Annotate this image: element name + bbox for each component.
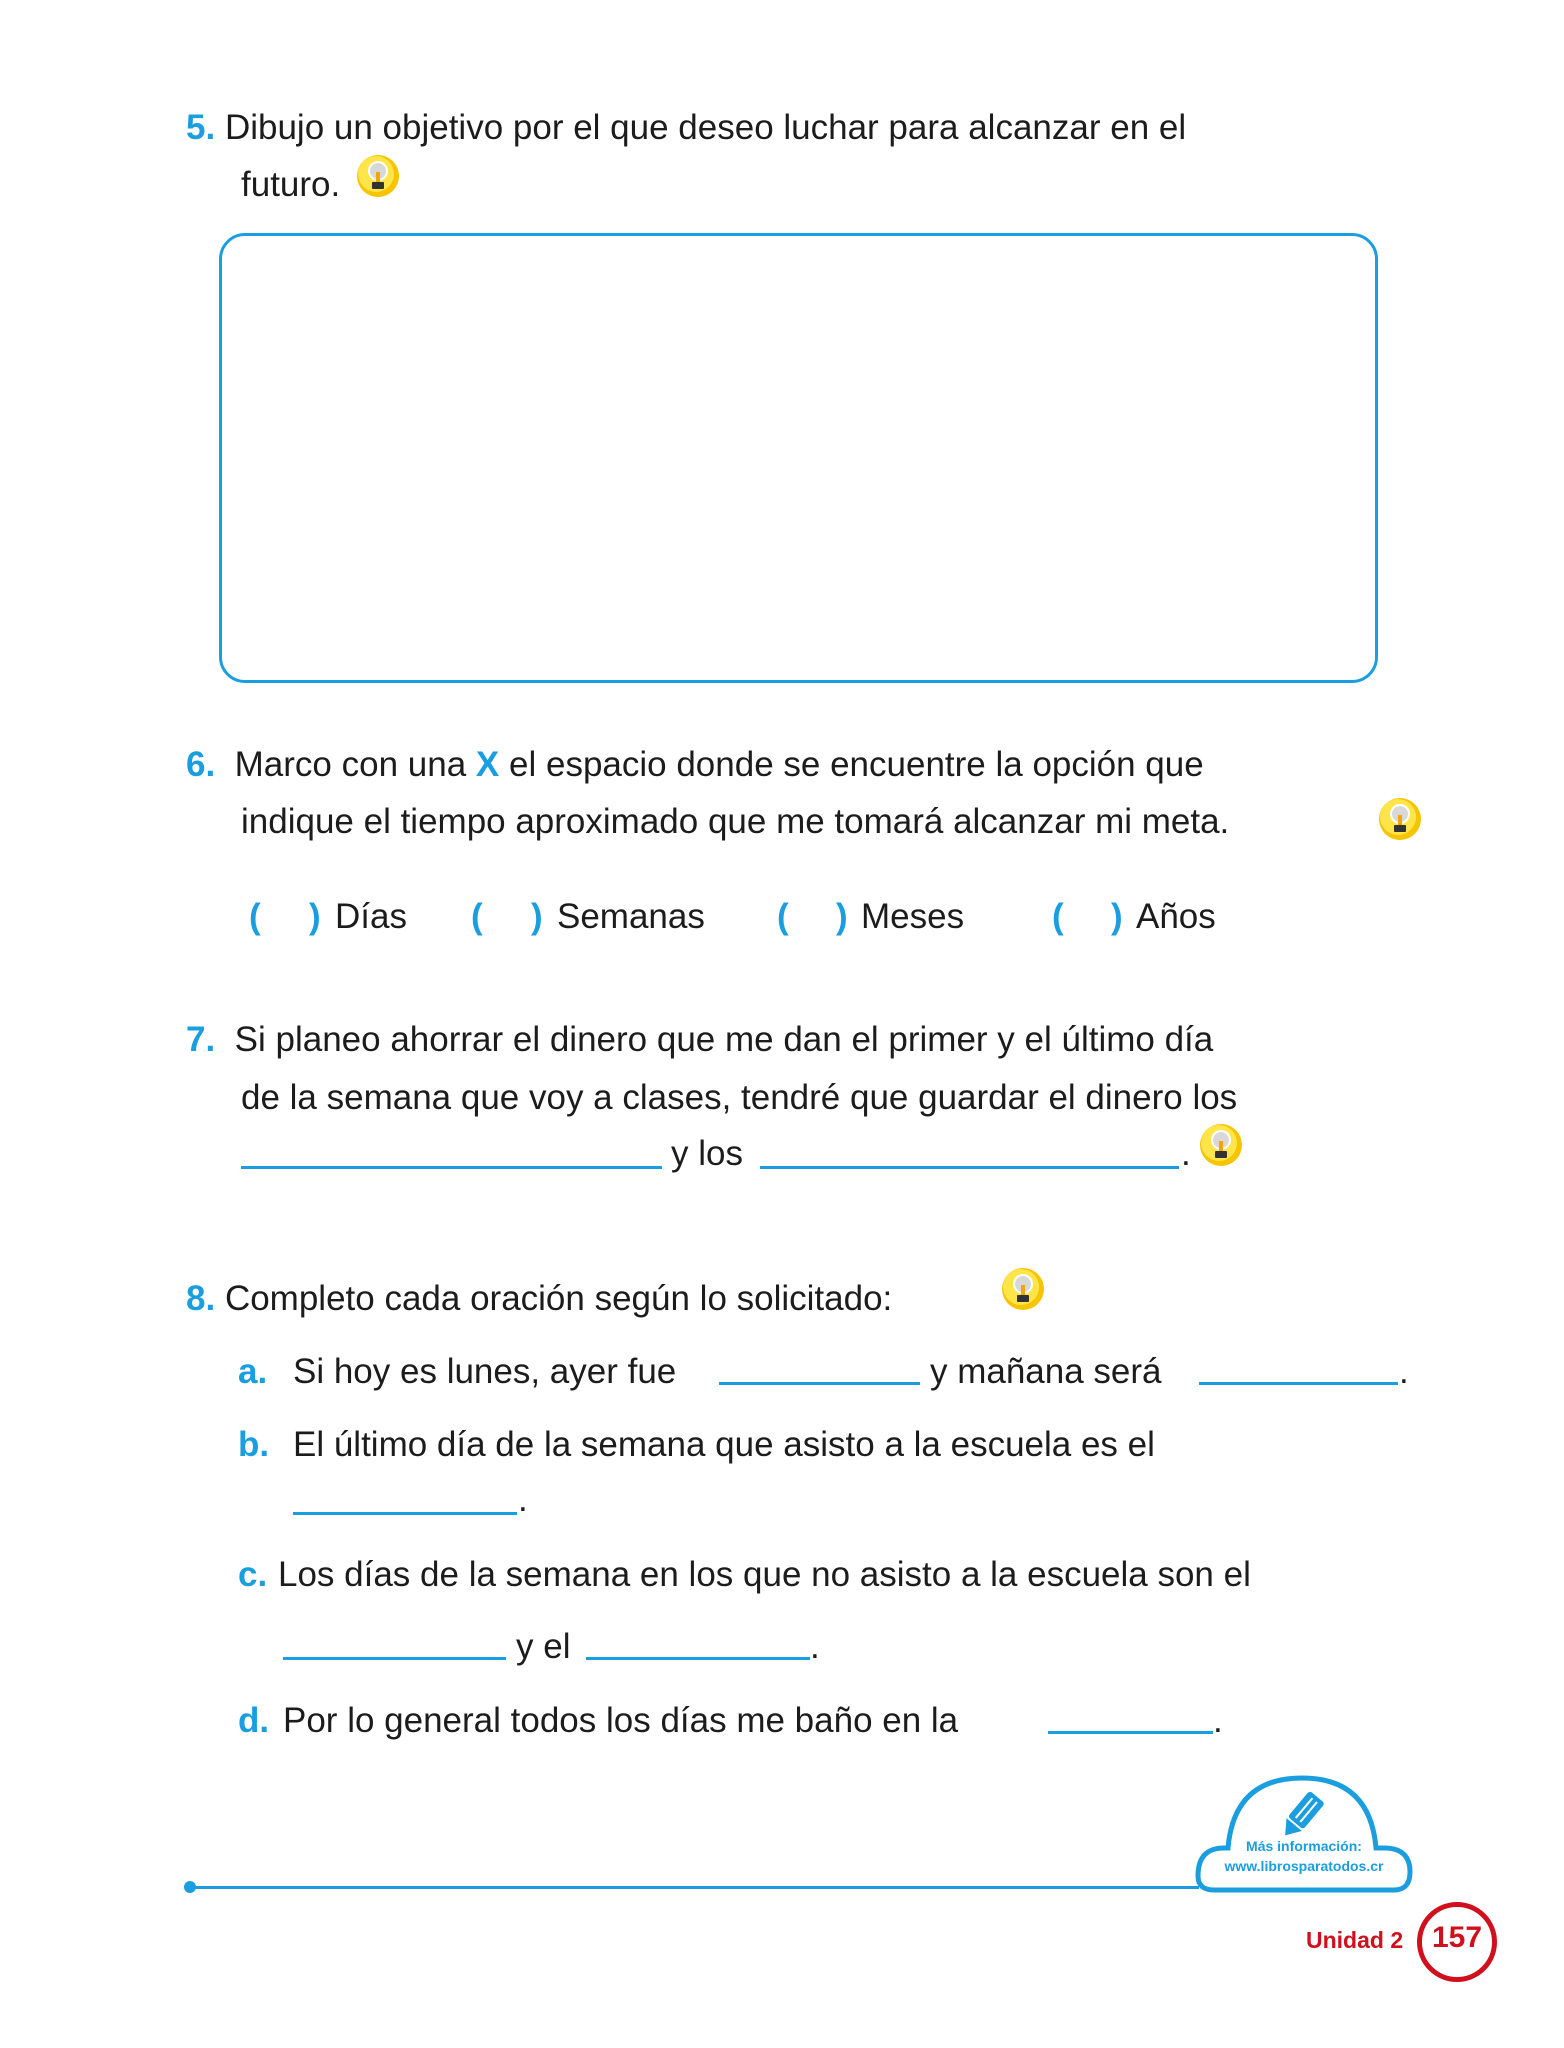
- close-paren: ): [309, 897, 321, 936]
- item-c-blank-1[interactable]: [283, 1657, 506, 1660]
- q5-number: 5.: [186, 108, 216, 147]
- option-label: Semanas: [557, 897, 705, 936]
- q8-text: Completo cada oración según lo solicitado:: [224, 1279, 893, 1318]
- period: .: [1213, 1701, 1223, 1740]
- q7-line2: de la semana que voy a clases, tendré que guardar el dinero los: [241, 1078, 1238, 1117]
- q5-text: Dibujo un objetivo por el que deseo luchar para alcanzar en el: [224, 108, 1187, 147]
- item-d-letter: d.: [238, 1701, 270, 1740]
- period: .: [518, 1480, 528, 1519]
- q6-line1: [186, 743, 1204, 787]
- q7-connector: y los: [671, 1134, 743, 1173]
- q7-blank-2[interactable]: [760, 1166, 1179, 1169]
- item-a-text1: Si hoy es lunes, ayer fue: [293, 1352, 677, 1391]
- close-paren: ): [531, 897, 543, 936]
- option-label: Años: [1136, 897, 1216, 936]
- footer-rule-dot: [184, 1881, 196, 1893]
- option-label: Meses: [861, 897, 965, 936]
- lightbulb-icon: [1198, 1122, 1244, 1168]
- q7-blank-1[interactable]: [241, 1166, 662, 1169]
- item-c-blank-2[interactable]: [586, 1657, 810, 1660]
- lightbulb-icon: [355, 153, 401, 199]
- item-d-text: Por lo general todos los días me baño en la: [283, 1701, 959, 1740]
- q5-line2: futuro.: [241, 165, 341, 204]
- item-a-text2: y mañana será: [930, 1352, 1162, 1391]
- close-paren: ): [836, 897, 848, 936]
- item-d-blank[interactable]: [1048, 1731, 1213, 1734]
- open-paren: (: [777, 897, 789, 936]
- open-paren: (: [249, 897, 261, 936]
- more-info-badge[interactable]: [1194, 1772, 1414, 1894]
- cloud-shape: [1194, 1772, 1414, 1894]
- drawing-box[interactable]: [219, 233, 1378, 683]
- q8-number: 8.: [186, 1279, 216, 1318]
- item-c-connector: y el: [516, 1627, 571, 1666]
- item-b-text: El último día de la semana que asisto a la escuela es el: [293, 1425, 1155, 1464]
- x-mark: X: [475, 745, 500, 784]
- item-a-blank-1[interactable]: [719, 1382, 920, 1385]
- q6-line2: indique el tiempo aproximado que me tomará alcanzar mi meta.: [241, 802, 1230, 841]
- q7-number: 7.: [186, 1020, 216, 1059]
- item-b-blank[interactable]: [293, 1512, 517, 1515]
- q8-title: [186, 1277, 892, 1321]
- unit-label: Unidad 2: [1306, 1927, 1404, 1953]
- footer-rule: [189, 1886, 1199, 1889]
- open-paren: (: [1052, 897, 1064, 936]
- item-b-letter: b.: [238, 1425, 270, 1464]
- item-c-letter: c.: [238, 1555, 268, 1594]
- item-c-text: Los días de la semana en los que no asisto a la escuela son el: [278, 1555, 1251, 1594]
- lightbulb-icon: [1000, 1266, 1046, 1312]
- close-paren: ): [1111, 897, 1123, 936]
- option-label: Días: [335, 897, 407, 936]
- period: .: [810, 1627, 820, 1666]
- q5-line1: [186, 106, 1186, 150]
- period: .: [1399, 1352, 1409, 1391]
- page-number-circle: [1417, 1902, 1497, 1982]
- item-a-letter: a.: [238, 1352, 268, 1391]
- period: .: [1181, 1134, 1191, 1173]
- lightbulb-icon: [1377, 796, 1423, 842]
- q7-line1: [186, 1018, 1213, 1062]
- q6-text-a: Marco con una: [234, 745, 467, 784]
- more-info-url[interactable]: www.librosparatodos.cr: [1224, 1858, 1384, 1874]
- q6-number: 6.: [186, 745, 216, 784]
- more-info-label: Más información:: [1246, 1838, 1362, 1854]
- item-a-blank-2[interactable]: [1199, 1382, 1398, 1385]
- open-paren: (: [471, 897, 483, 936]
- q7-text: Si planeo ahorrar el dinero que me dan el primer y el último día: [234, 1020, 1214, 1059]
- q6-text-b: el espacio donde se encuentre la opción que: [509, 745, 1204, 784]
- page-number: 157: [1431, 1921, 1483, 1954]
